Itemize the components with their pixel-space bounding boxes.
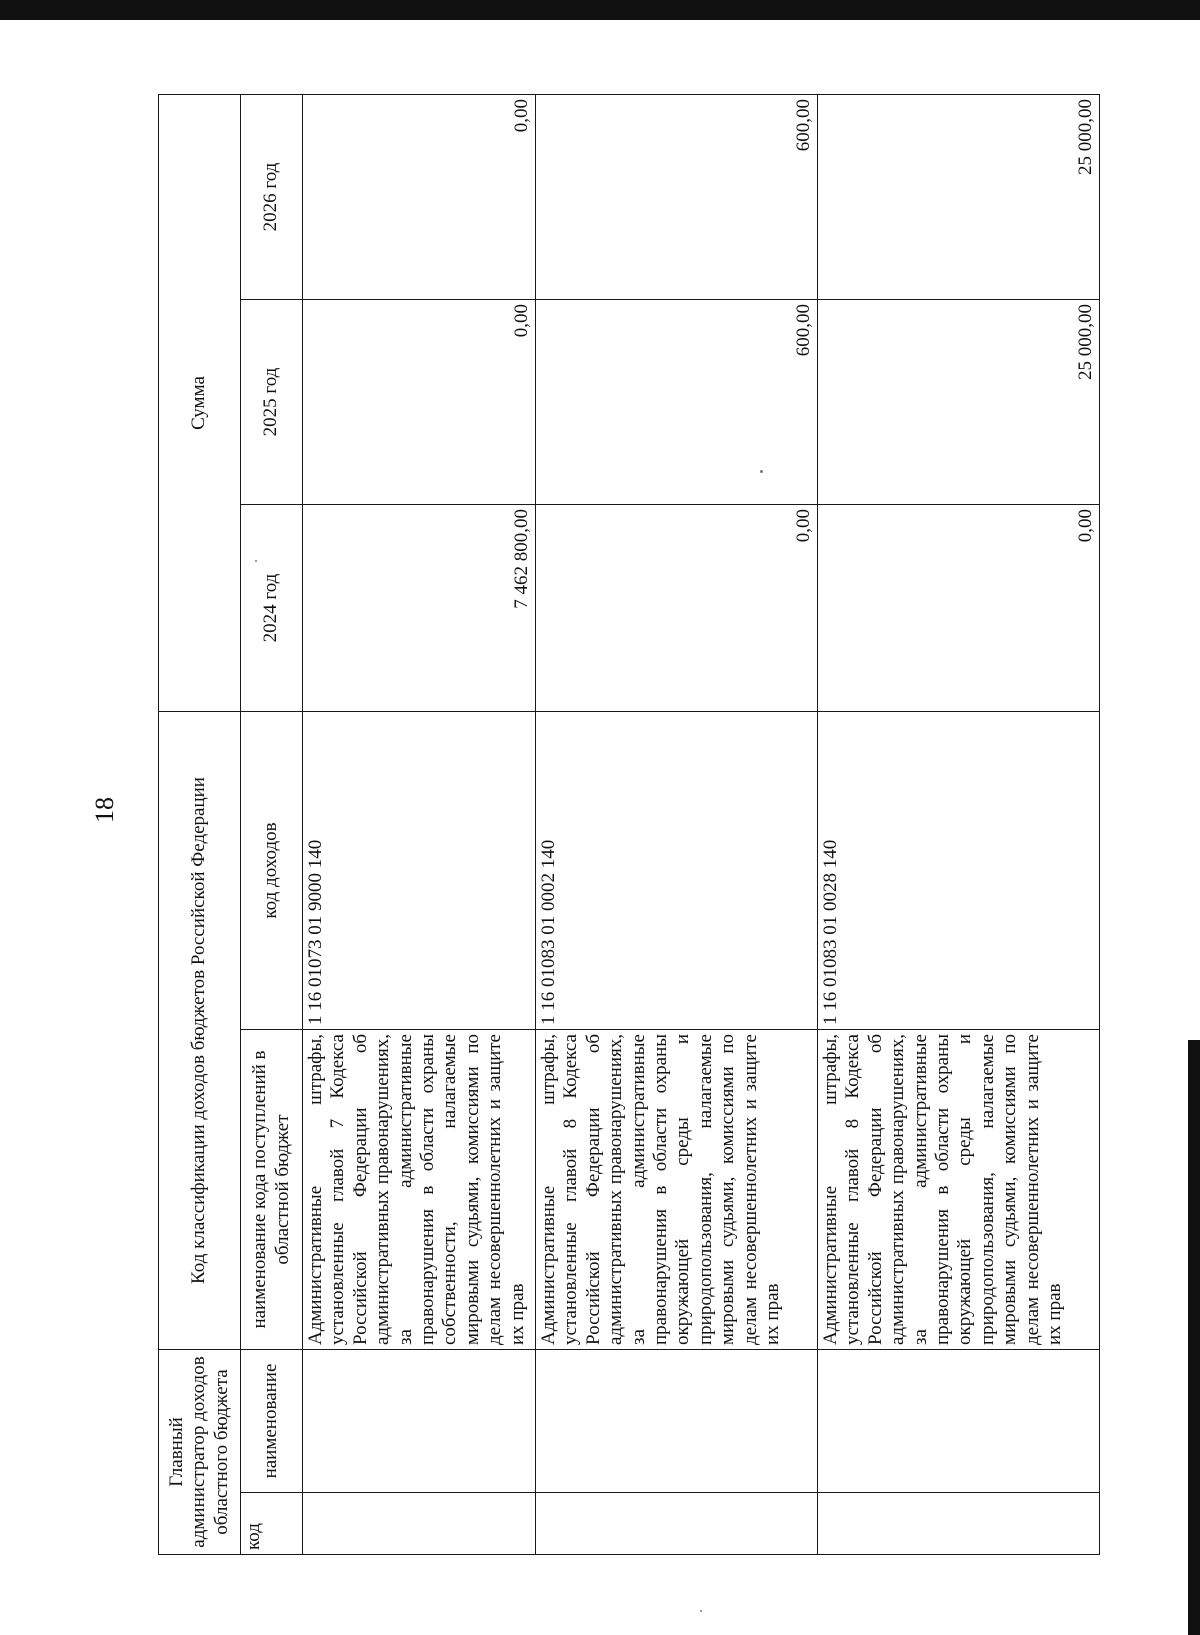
header-year-2026: 2026 год	[241, 95, 303, 300]
row-sum-2025: 0,00	[303, 300, 536, 505]
row-admin-name	[303, 1350, 536, 1493]
row-sum-2026: 0,00	[303, 95, 536, 300]
row-sum-2026: 600,00	[536, 95, 818, 300]
row-sum-2024: 0,00	[818, 505, 1100, 712]
header-year-2024: 2024 год	[241, 505, 303, 712]
row-sum-2025: 25 000,00	[818, 300, 1100, 505]
row-admin-code	[818, 1493, 1100, 1555]
income-classification-table	[158, 94, 1100, 1555]
row-sum-2026: 25 000,00	[818, 95, 1100, 300]
row-income-name: Административные штрафы, установленные главой 7 Кодекса Российской Федерации об административных правонарушениях, за административные правонарушения в области охраны собственности, налагаемые мировыми судьями, комиссиями по делам несовершеннолетних и защите их прав	[303, 1030, 536, 1350]
table-row	[303, 95, 536, 1555]
row-income-code: 1 16 01083 01 0028 140	[818, 712, 1100, 1030]
header-admin-code: код	[241, 1493, 303, 1555]
row-sum-2024: 7 462 800,00	[303, 505, 536, 712]
header-admin-group: Главный администратор доходов областного бюджета	[159, 1350, 241, 1555]
header-year-2025: 2025 год	[241, 300, 303, 505]
row-admin-code	[303, 1493, 536, 1555]
row-income-name: Административные штрафы, установленные главой 8 Кодекса Российской Федерации об административных правонарушениях, за административные правонарушения в области охраны окружающей среды и природопользования, налагаемые мировыми судьями, комиссиями по делам несовершеннолетних и защите их прав	[818, 1030, 1100, 1350]
table-row	[818, 95, 1100, 1555]
row-sum-2025: 600,00	[536, 300, 818, 505]
header-sum-group: Сумма	[159, 95, 241, 712]
header-income-code: код доходов	[241, 712, 303, 1030]
header-classification-group: Код классификации доходов бюджетов Российской Федерации	[159, 712, 241, 1350]
row-income-name: Административные штрафы, установленные главой 8 Кодекса Российской Федерации об административных правонарушениях, за административные правонарушения в области охраны окружающей среды и природопользования, налагаемые мировыми судьями, комиссиями по делам несовершеннолетних и защите их прав	[536, 1030, 818, 1350]
row-admin-name	[536, 1350, 818, 1493]
header-admin-name: наименование	[241, 1350, 303, 1493]
row-income-code: 1 16 01083 01 0002 140	[536, 712, 818, 1030]
header-income-name: наименование кода поступлений в областной бюджет	[241, 1030, 303, 1350]
page-number: 18	[90, 797, 119, 823]
table-row	[536, 95, 818, 1555]
row-admin-name	[818, 1350, 1100, 1493]
row-admin-code	[536, 1493, 818, 1555]
row-sum-2024: 0,00	[536, 505, 818, 712]
row-income-code: 1 16 01073 01 9000 140	[303, 712, 536, 1030]
